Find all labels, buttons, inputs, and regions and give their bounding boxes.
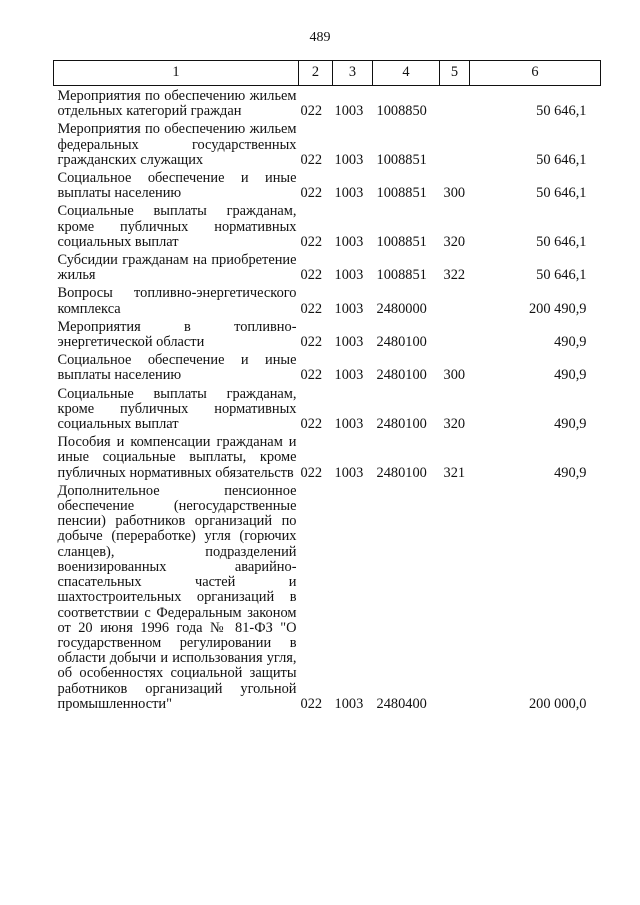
row-expense: 320 — [443, 233, 466, 250]
table-row — [54, 350, 601, 383]
row-target: 1008851 — [376, 267, 427, 284]
row-name: Вопросы топливно-энергетического комплекса — [57, 285, 297, 317]
header-cell-ministry: 2 — [299, 61, 333, 86]
header-cell-name: 1 — [54, 61, 299, 86]
row-expense: 300 — [443, 367, 466, 384]
table-header — [54, 61, 601, 86]
row-amount: 200 000,0 — [528, 695, 587, 712]
table-row — [54, 317, 601, 350]
row-amount: 490,9 — [554, 464, 587, 481]
row-ministry: 022 — [300, 334, 323, 351]
row-name: Мероприятия в топливно-энергетической области — [57, 318, 297, 351]
row-expense: 321 — [443, 464, 466, 481]
row-name: Социальные выплаты гражданам, кроме публичных нормативных социальных выплат — [57, 203, 297, 250]
row-amount: 490,9 — [554, 367, 587, 384]
row-ministry: 022 — [300, 367, 323, 384]
row-name: Мероприятия по обеспечению жильем федеральных государственных гражданских служащих — [57, 121, 297, 168]
table-row — [54, 119, 601, 168]
row-amount: 50 646,1 — [536, 151, 587, 168]
row-name: Социальное обеспечение и иные выплаты населению — [57, 352, 297, 384]
row-expense: 300 — [443, 185, 466, 202]
row-amount: 50 646,1 — [536, 267, 587, 284]
row-target: 1008851 — [376, 151, 427, 168]
row-ministry: 022 — [300, 300, 323, 317]
row-ministry: 022 — [300, 185, 323, 202]
row-section: 1003 — [334, 464, 364, 481]
table-row — [54, 201, 601, 250]
header-cell-target: 4 — [373, 61, 440, 86]
row-name: Дополнительное пенсионное обеспечение (негосударственные пенсии) работников организаций по добыче (переработке) угля (горючих сланцев), подразделений военизированных аварийно-спасательных частей и шахтостроительных организаций в соответствии с Федеральным законом от 20 июня 1996 года № 81-ФЗ "О государственном регулировании в области добычи и использования угля, об особенностях социальной защиты работников организаций угольной промышленности" — [57, 482, 297, 712]
table-row — [54, 86, 601, 120]
page-number: 489 — [309, 30, 331, 45]
row-target: 1008851 — [376, 185, 427, 202]
row-expense: 322 — [443, 267, 466, 284]
row-expense — [440, 283, 470, 316]
row-expense — [440, 317, 470, 350]
row-section: 1003 — [334, 334, 364, 351]
header-cell-expense: 5 — [440, 61, 470, 86]
row-section: 1003 — [334, 233, 364, 250]
header-row — [54, 61, 601, 86]
row-amount: 490,9 — [554, 334, 587, 351]
row-target: 2480100 — [376, 367, 427, 384]
row-section: 1003 — [334, 367, 364, 384]
row-target: 2480000 — [376, 300, 427, 317]
row-ministry: 022 — [300, 416, 323, 433]
row-ministry: 022 — [300, 695, 323, 712]
row-name: Пособия и компенсации гражданам и иные социальные выплаты, кроме публичных нормативных обязательств — [57, 434, 297, 481]
header-cell-amount: 6 — [470, 61, 601, 86]
row-target: 2480100 — [376, 416, 427, 433]
table-row — [54, 168, 601, 201]
table-row — [54, 250, 601, 283]
row-expense — [440, 86, 470, 120]
row-amount: 50 646,1 — [536, 103, 587, 120]
row-target: 1008851 — [376, 233, 427, 250]
budget-table — [53, 60, 601, 712]
row-amount: 200 490,9 — [528, 300, 587, 317]
header-cell-section: 3 — [333, 61, 373, 86]
row-target: 2480400 — [376, 695, 427, 712]
row-expense — [440, 119, 470, 168]
table-row — [54, 432, 601, 481]
table-row — [54, 283, 601, 316]
row-section: 1003 — [334, 185, 364, 202]
row-target: 1008850 — [376, 103, 427, 120]
row-name: Социальные выплаты гражданам, кроме публичных нормативных социальных выплат — [57, 385, 297, 433]
row-section: 1003 — [334, 416, 364, 433]
row-section: 1003 — [334, 695, 364, 712]
row-section: 1003 — [334, 151, 364, 168]
row-expense — [440, 481, 470, 712]
row-name: Социальное обеспечение и иные выплаты населению — [57, 170, 297, 202]
row-name: Мероприятия по обеспечению жильем отдельных категорий граждан — [57, 88, 297, 120]
row-section: 1003 — [334, 103, 364, 120]
table-row — [54, 481, 601, 712]
row-ministry: 022 — [300, 267, 323, 284]
row-amount: 50 646,1 — [536, 233, 587, 250]
row-ministry: 022 — [300, 103, 323, 120]
row-amount: 490,9 — [554, 416, 587, 433]
row-ministry: 022 — [300, 151, 323, 168]
row-amount: 50 646,1 — [536, 185, 587, 202]
row-ministry: 022 — [300, 464, 323, 481]
row-expense: 320 — [443, 416, 466, 433]
row-section: 1003 — [334, 300, 364, 317]
row-ministry: 022 — [300, 233, 323, 250]
row-name: Субсидии гражданам на приобретение жилья — [57, 252, 297, 284]
row-target: 2480100 — [376, 464, 427, 481]
table-row — [54, 384, 601, 433]
row-section: 1003 — [334, 267, 364, 284]
row-target: 2480100 — [376, 334, 427, 351]
